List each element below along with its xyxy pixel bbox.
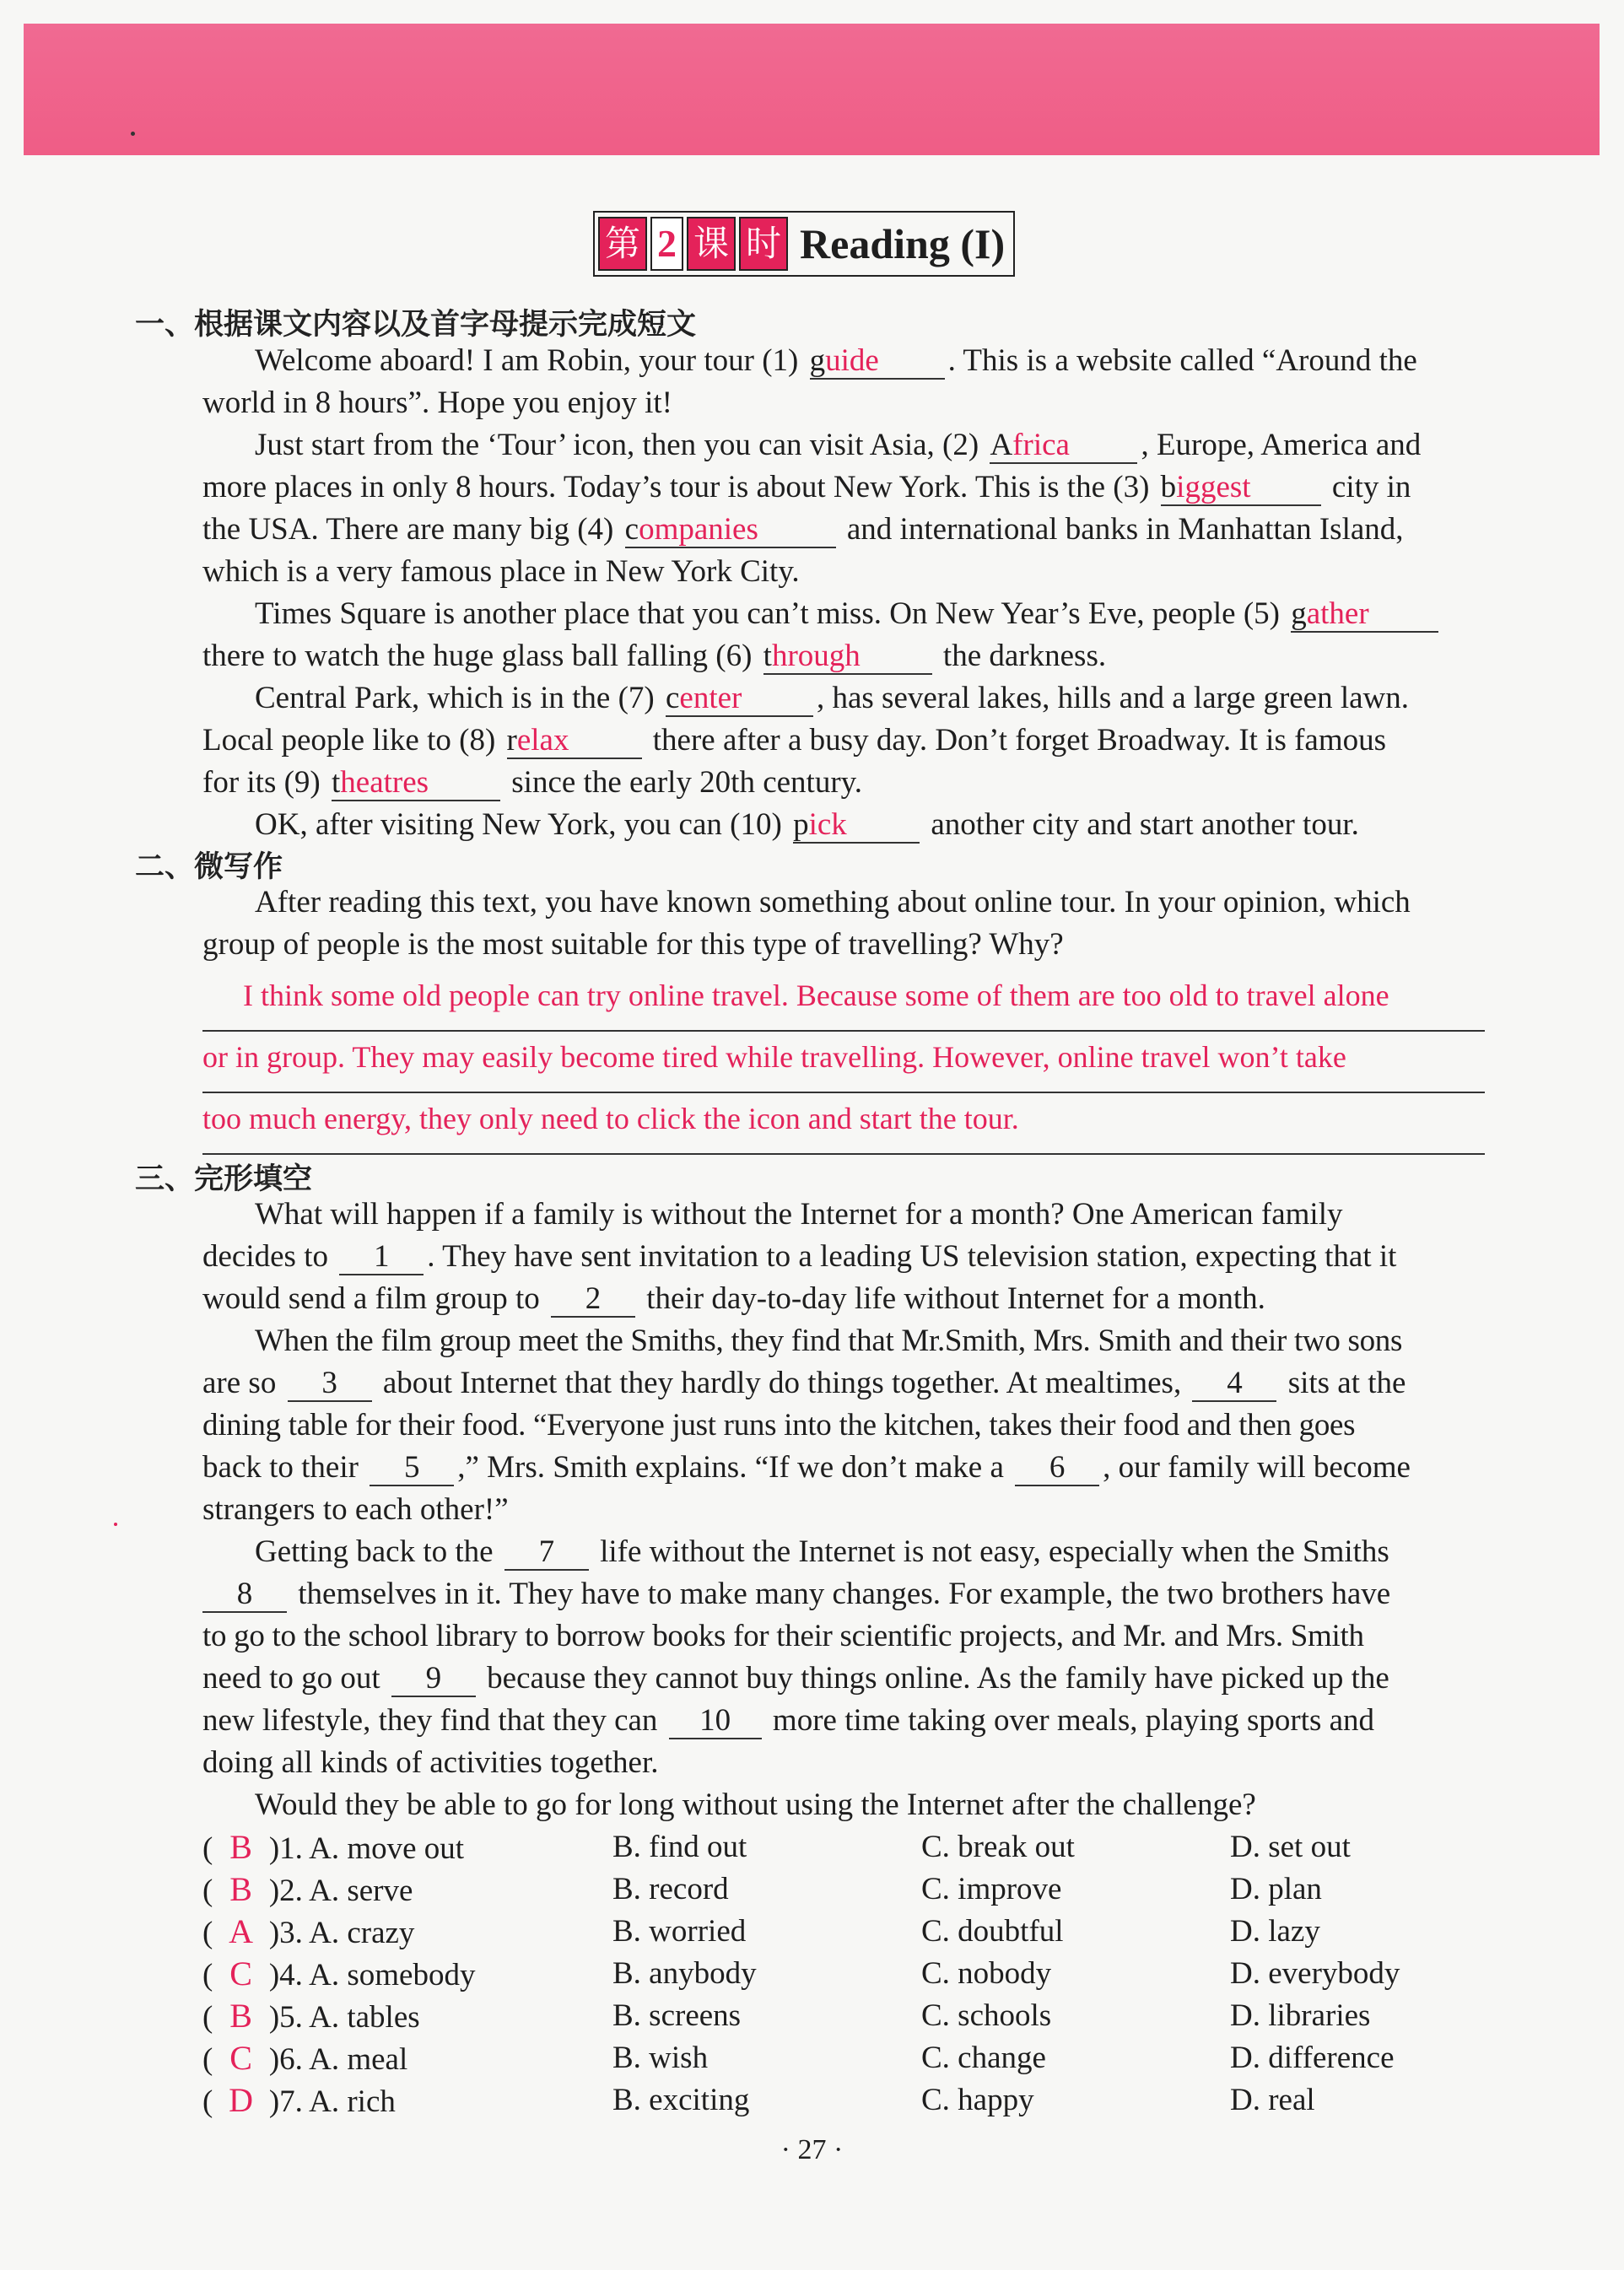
option-d[interactable]: D. difference xyxy=(1230,2041,1395,2075)
writing-line: I think some old people can try online travel. Because some of them are too old to travel alone xyxy=(202,970,1485,1032)
fill-blank-6[interactable]: through xyxy=(763,639,932,675)
option-d[interactable]: D. everybody xyxy=(1230,1956,1400,1991)
decorative-speck xyxy=(114,1523,117,1526)
answer-choice[interactable]: A xyxy=(229,1912,254,1950)
option-d[interactable]: D. real xyxy=(1230,2083,1315,2117)
s3-line-8: strangers to each other!” xyxy=(202,1492,509,1527)
section-3-heading: 三、完形填空 xyxy=(135,1162,313,1196)
option-b[interactable]: B. worried xyxy=(612,1914,747,1949)
option-d[interactable]: D. lazy xyxy=(1230,1914,1320,1949)
answer-choice[interactable]: B xyxy=(229,1997,252,2035)
s1-line-7: Times Square is another place that you can’t miss. On New Year’s Eve, people (5) gather xyxy=(202,593,1485,635)
header-band xyxy=(24,24,1600,155)
s3-line-13: new lifestyle, they find that they can 10 more time taking over meals, playing sports and xyxy=(202,1703,1375,1738)
cloze-blank-5[interactable]: 5 xyxy=(370,1451,454,1486)
s3-line-5: are so 3 about Internet that they hardly do things together. At mealtimes, 4 sits at the xyxy=(202,1366,1406,1400)
option-c[interactable]: C. nobody xyxy=(921,1956,1052,1991)
s1-line-9: Central Park, which is in the (7) center , has several lakes, hills and a large green lawn. xyxy=(255,681,1410,715)
option-a[interactable]: A. crazy xyxy=(309,1916,415,1950)
writing-line: or in group. They may easily become tired while travelling. However, online travel won’t take xyxy=(202,1032,1485,1093)
cloze-blank-9[interactable]: 9 xyxy=(391,1662,476,1697)
cloze-blank-10[interactable]: 10 xyxy=(669,1704,762,1739)
answer-choice[interactable]: B xyxy=(229,1828,252,1866)
lesson-char: 第 xyxy=(598,217,647,271)
s3-line-11: to go to the school library to borrow books for their scientific projects, and Mr. and Mrs. Smith xyxy=(202,1619,1364,1653)
lesson-char: 课 xyxy=(687,217,736,271)
fill-blank-10[interactable]: pick xyxy=(793,808,920,844)
lesson-char: 时 xyxy=(739,217,788,271)
option-b[interactable]: B. exciting xyxy=(612,2083,750,2117)
option-c[interactable]: C. improve xyxy=(921,1872,1062,1906)
s2-prompt-1: After reading this text, you have known something about online tour. In your opinion, which xyxy=(255,885,1411,919)
option-c[interactable]: C. doubtful xyxy=(921,1914,1064,1949)
question-row: ( D )7. A. rich B. exciting C. happy D. real xyxy=(202,2079,1485,2122)
fill-blank-9[interactable]: theatres xyxy=(332,766,500,801)
writing-line: too much energy, they only need to click the icon and start the tour. xyxy=(202,1093,1485,1155)
s3-line-7: back to their 5 ,” Mrs. Smith explains. “If we don’t make a 6 , our family will become xyxy=(202,1450,1411,1485)
fill-blank-5[interactable]: gather xyxy=(1291,597,1438,633)
cloze-blank-3[interactable]: 3 xyxy=(288,1367,372,1402)
cloze-blank-1[interactable]: 1 xyxy=(339,1240,424,1275)
option-b[interactable]: B. wish xyxy=(612,2041,709,2075)
answer-choice[interactable]: C xyxy=(229,1955,252,1992)
option-c[interactable]: C. change xyxy=(921,2041,1046,2075)
fill-blank-8[interactable]: relax xyxy=(507,724,642,759)
answer-choice[interactable]: C xyxy=(229,2039,252,2077)
fill-blank-1[interactable]: guide xyxy=(810,344,945,380)
option-c[interactable]: C. happy xyxy=(921,2083,1034,2117)
s1-line-10: Local people like to (8) relax there after a busy day. Don’t forget Broadway. It is famous xyxy=(202,723,1387,758)
question-row: ( B )2. A. serve B. record C. improve D. plan xyxy=(202,1868,1485,1911)
option-a[interactable]: A. rich xyxy=(309,2084,396,2119)
option-d[interactable]: D. libraries xyxy=(1230,1998,1371,2033)
option-a[interactable]: A. somebody xyxy=(309,1958,476,1992)
s3-line-2: decides to 1 . They have sent invitation to a leading US television station, expecting that it xyxy=(202,1239,1397,1274)
option-b[interactable]: B. record xyxy=(612,1872,729,1906)
option-a[interactable]: A. meal xyxy=(309,2042,408,2077)
option-b[interactable]: B. find out xyxy=(612,1830,747,1864)
s3-line-12: need to go out 9 because they cannot buy things online. As the family have picked up the xyxy=(202,1661,1389,1696)
option-d[interactable]: D. set out xyxy=(1230,1830,1351,1864)
answer-choice[interactable]: B xyxy=(229,1870,252,1908)
lesson-title xyxy=(593,211,1015,277)
section-1-heading: 一、根据课文内容以及首字母提示完成短文 xyxy=(135,308,697,342)
writing-answer[interactable] xyxy=(202,970,1485,1155)
question-row: ( B )5. A. tables B. screens C. schools D. libraries xyxy=(202,1995,1485,2037)
question-row: ( B )1. A. move out B. find out C. break out D. set out xyxy=(202,1826,1485,1868)
question-row: ( C )4. A. somebody B. anybody C. nobody D. everybody xyxy=(202,1953,1485,1995)
option-a[interactable]: A. tables xyxy=(309,2000,420,2035)
s3-line-3: would send a film group to 2 their day-to-day life without Internet for a month. xyxy=(202,1281,1265,1316)
s3-line-15: Would they be able to go for long without using the Internet after the challenge? xyxy=(255,1787,1256,1822)
lesson-title-text: Reading (I) xyxy=(800,220,1006,267)
s1-line-3: Just start from the ‘Tour’ icon, then you can visit Asia, (2) Africa , Europe, America and xyxy=(255,428,1422,462)
fill-blank-7[interactable]: center xyxy=(666,682,813,717)
cloze-blank-2[interactable]: 2 xyxy=(551,1282,635,1318)
cloze-blank-8[interactable]: 8 xyxy=(202,1577,287,1613)
page-number: · 27 · xyxy=(780,2134,844,2165)
fill-blank-3[interactable]: biggest xyxy=(1161,471,1321,506)
cloze-blank-6[interactable]: 6 xyxy=(1015,1451,1099,1486)
s3-line-10: 8 themselves in it. They have to make many changes. For example, the two brothers have xyxy=(202,1573,1485,1615)
option-a[interactable]: A. move out xyxy=(309,1831,465,1866)
s1-line-5: the USA. There are many big (4) companies and international banks in Manhattan Island, xyxy=(202,512,1404,547)
question-row: ( A )3. A. crazy B. worried C. doubtful D. lazy xyxy=(202,1911,1485,1953)
fill-blank-2[interactable]: Africa xyxy=(990,429,1137,464)
option-c[interactable]: C. schools xyxy=(921,1998,1052,2033)
option-b[interactable]: B. screens xyxy=(612,1998,742,2033)
s1-line-4: more places in only 8 hours. Today’s tour is about New York. This is the (3) biggest city in xyxy=(202,470,1411,504)
s3-line-14: doing all kinds of activities together. xyxy=(202,1745,659,1780)
option-d[interactable]: D. plan xyxy=(1230,1872,1322,1906)
decorative-dot xyxy=(131,132,135,136)
answer-choice[interactable]: D xyxy=(229,2081,254,2119)
s3-line-9: Getting back to the 7 life without the Internet is not easy, especially when the Smiths xyxy=(255,1534,1389,1569)
option-c[interactable]: C. break out xyxy=(921,1830,1075,1864)
option-a[interactable]: A. serve xyxy=(309,1874,413,1908)
section-2-heading: 二、微写作 xyxy=(135,850,283,884)
fill-blank-4[interactable]: companies xyxy=(625,513,836,548)
question-row: ( C )6. A. meal B. wish C. change D. difference xyxy=(202,2037,1485,2079)
s1-line-1: Welcome aboard! I am Robin, your tour (1) guide . This is a website called “Around the xyxy=(255,343,1417,378)
option-b[interactable]: B. anybody xyxy=(612,1956,757,1991)
s1-line-8: there to watch the huge glass ball falling (6) through the darkness. xyxy=(202,639,1107,673)
lesson-number: 2 xyxy=(650,217,683,271)
s3-line-6: dining table for their food. “Everyone just runs into the kitchen, takes their food and then goes xyxy=(202,1408,1356,1442)
question-options xyxy=(202,1826,1485,2122)
s1-line-6: which is a very famous place in New York City. xyxy=(202,554,800,589)
cloze-blank-4[interactable]: 4 xyxy=(1192,1367,1276,1402)
s3-line-1: What will happen if a family is without the Internet for a month? One American family xyxy=(255,1197,1343,1232)
s1-line-11: for its (9) theatres since the early 20th century. xyxy=(202,765,863,800)
cloze-blank-7[interactable]: 7 xyxy=(504,1535,589,1571)
s2-prompt-2: group of people is the most suitable for this type of travelling? Why? xyxy=(202,927,1064,962)
s1-line-2: world in 8 hours”. Hope you enjoy it! xyxy=(202,386,672,420)
s3-line-4: When the film group meet the Smiths, they find that Mr.Smith, Mrs. Smith and their two sons xyxy=(255,1324,1403,1358)
s1-line-12: OK, after visiting New York, you can (10) pick another city and start another tour. xyxy=(255,807,1359,842)
